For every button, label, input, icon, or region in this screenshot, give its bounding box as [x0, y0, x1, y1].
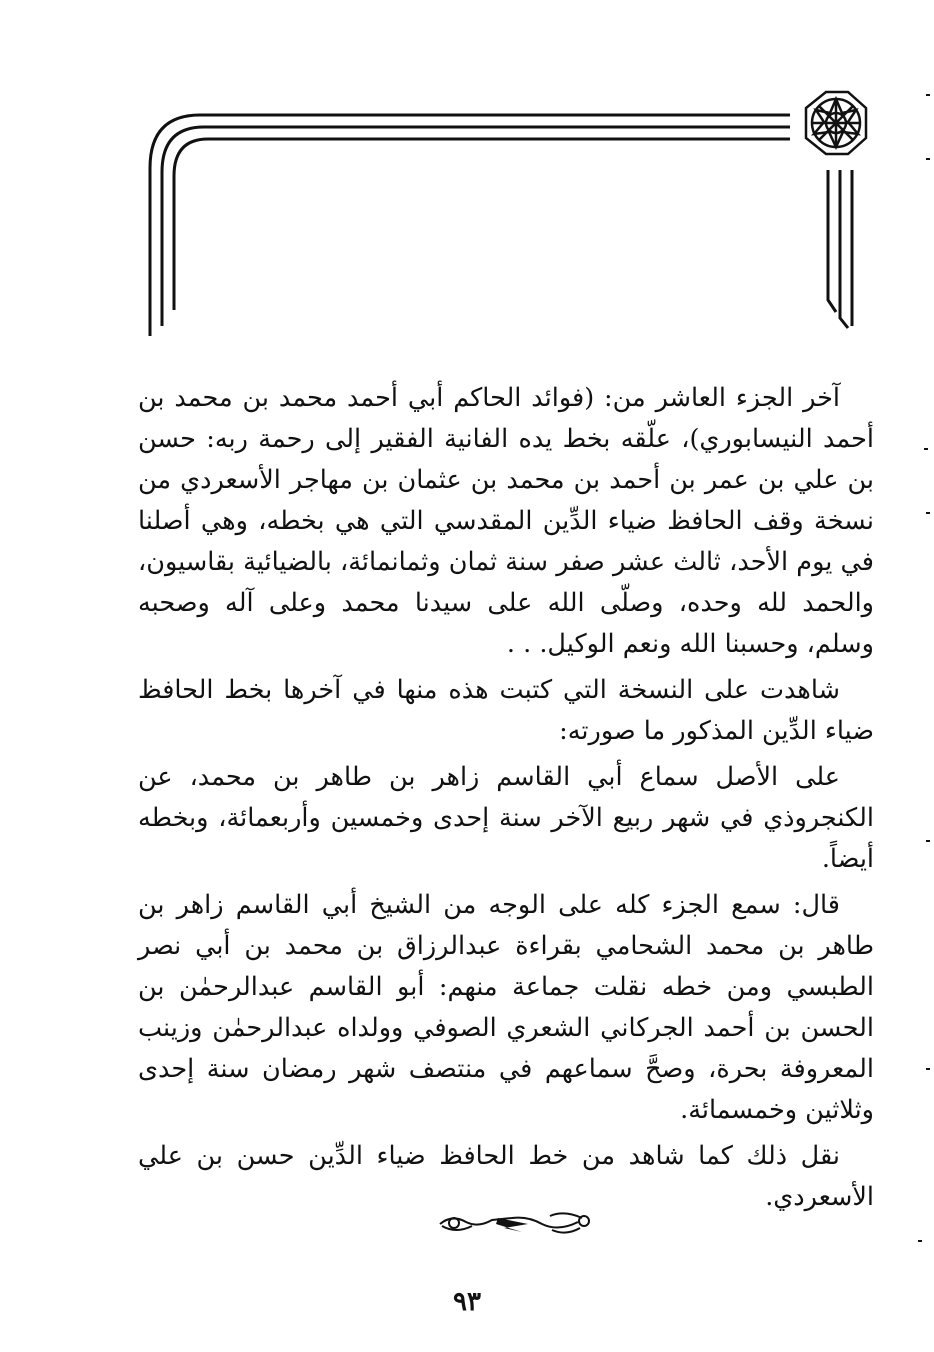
body-text: [138, 378, 874, 1223]
paragraph-witness: شاهدت على النسخة التي كتبت هذه منها في آخرها بخط الحافظ ضياء الدِّين المذكور ما صورته:: [138, 675, 874, 746]
paragraph-colophon: آخر الجزء العاشر من: (فوائد الحاكم أبي أحمد محمد بن محمد بن أحمد النيسابوري)، علّقه بخط يده الفانية الفقير إلى رحمة ربه: حسن بن علي بن عمر بن أحمد بن محمد بن عثمان بن مهاجر الأسعردي من نسخة وقف الحافظ ضياء الدِّين المقدسي التي هي بخطه، وهي أصلنا في يوم الأحد، ثالث عشر صفر سنة ثمان وثمانمائة، بالضيائية بقاسيون، والحمد لله وحده، وصلّى الله على سيدنا محمد وعلى آله وصحبه وسلم، وحسبنا الله ونعم الوكيل. . .: [138, 383, 874, 659]
margin-mark: [926, 840, 930, 842]
margin-mark: [926, 512, 930, 514]
margin-mark: [924, 448, 928, 450]
paragraph-original-audition: على الأصل سماع أبي القاسم زاهر بن طاهر بن محمد، عن الكنجروذي في شهر ربيع الآخر سنة إحدى وخمسين وأربعمائة، وبخطه أيضاً.: [138, 762, 874, 874]
margin-mark: [926, 94, 930, 96]
paragraph-audition-record: قال: سمع الجزء كله على الوجه من الشيخ أبي القاسم زاهر بن طاهر بن محمد الشحامي بقراءة عبدالرزاق بن محمد بن أبي نصر الطبسي ومن خطه نقلت جماعة منهم: أبو القاسم عبدالرحمٰن بن الحسن بن أحمد الجركاني الشعري الصوفي وولداه عبدالرحمٰن وزينب المعروفة بحرة، وصحَّ سماعهم في منتصف شهر رمضان سنة إحدى وثلاثين وخمسمائة.: [138, 890, 874, 1125]
margin-mark: [926, 1068, 930, 1070]
page-number: ٩٣: [453, 1287, 481, 1317]
end-ornament-flourish: [432, 1206, 602, 1240]
margin-mark: [926, 158, 930, 160]
margin-mark: [918, 1240, 922, 1242]
header-frame-ornament: [0, 0, 934, 360]
paragraph-transmission-note: نقل ذلك كما شاهد من خط الحافظ ضياء الدِّين حسن بن علي الأسعردي.: [138, 1141, 874, 1212]
